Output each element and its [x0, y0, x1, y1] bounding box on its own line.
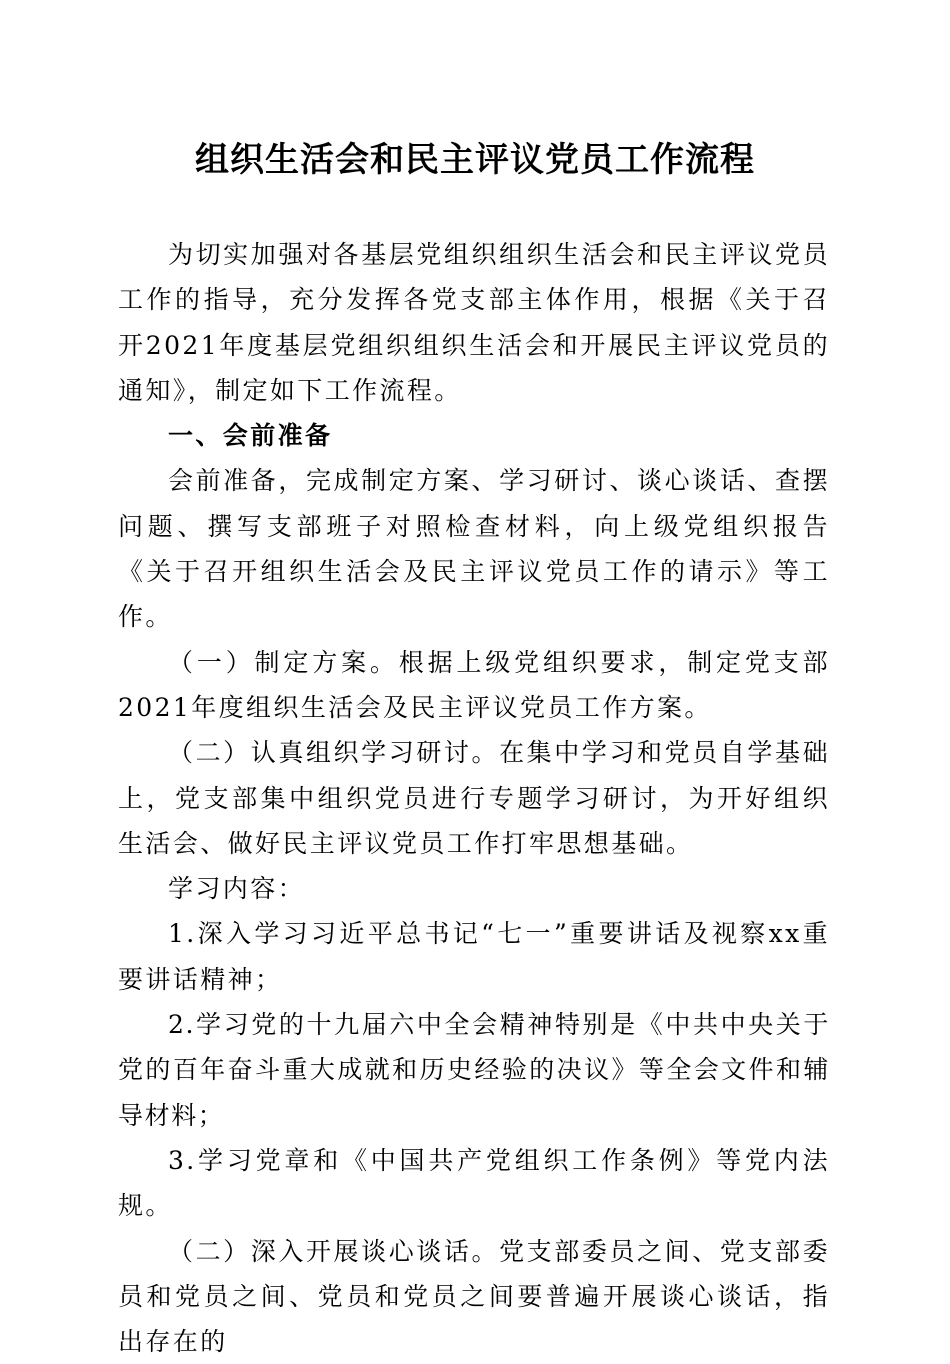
study-item: 3.学习党章和《中国共产党组织工作条例》等党内法规。: [118, 1145, 830, 1221]
section-heading: 一、会前准备: [168, 421, 333, 451]
item-heading: （二）认真组织学习研讨。: [168, 738, 500, 768]
item-text: 党支部委员之间、党支部委员和党员之间、党员和党员之间要普遍开展谈心谈话，指出存在的: [118, 1236, 830, 1357]
study-label: 学习内容：: [168, 874, 306, 904]
item-heading: （二）深入开展谈心谈话。: [168, 1236, 500, 1266]
study-item: 1.深入学习习近平总书记“七一”重要讲话及视察xx重要讲话精神；: [118, 919, 830, 994]
item-heading: （一）制定方案。: [168, 647, 399, 677]
document-body: [118, 232, 830, 1364]
item-text: 根据上级党组织要求，制定党支部2021年度组织生活会及民主评议党员工作方案。: [118, 647, 830, 722]
item-text: 在集中学习和党员自学基础上，党支部集中组织党员进行专题学习研讨，为开好组织生活会、做好民主评议党员工作打牢思想基础。: [118, 738, 830, 858]
study-item: 2.学习党的十九届六中全会精神特别是《中共中央关于党的百年奋斗重大成就和历史经验的决议》等全会文件和辅导材料；: [118, 1010, 830, 1130]
item-paragraph: [118, 640, 830, 731]
intro-paragraph: 为切实加强对各基层党组织组织生活会和民主评议党员工作的指导，充分发挥各党支部主体作用，根据《关于召开2021年度基层党组织组织生活会和开展民主评议党员的通知》，制定如下工作流程。: [118, 240, 830, 405]
document-title: 组织生活会和民主评议党员工作流程: [195, 140, 755, 180]
section-paragraph: 会前准备，完成制定方案、学习研讨、谈心谈话、查摆问题、撰写支部班子对照检查材料，向上级党组织报告《关于召开组织生活会及民主评议党员工作的请示》等工作。: [118, 466, 830, 632]
item-paragraph: [118, 730, 830, 866]
